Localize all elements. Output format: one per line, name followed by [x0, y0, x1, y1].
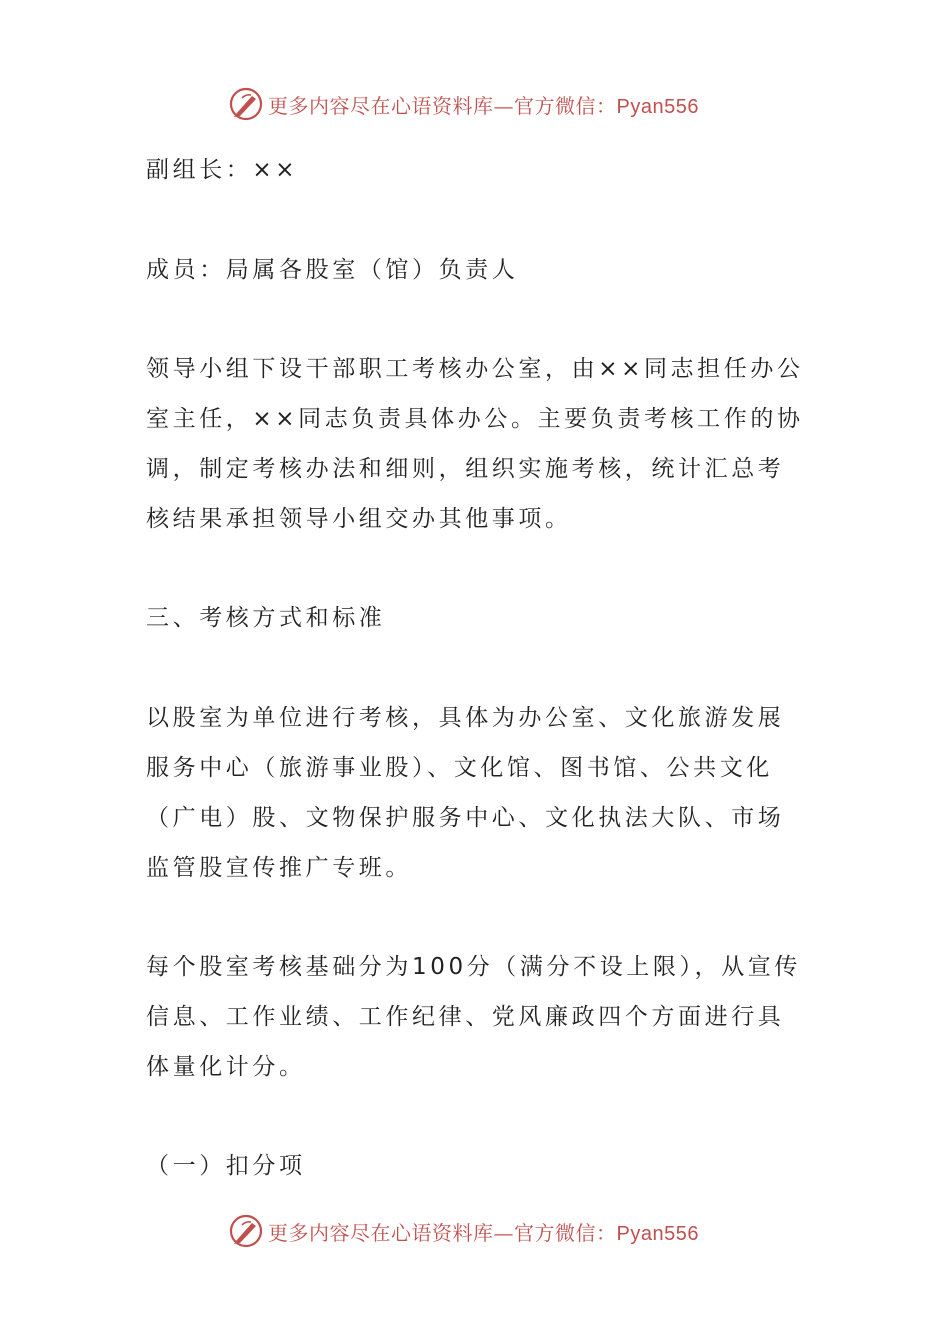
- section-heading-assessment: 三、考核方式和标准: [146, 605, 386, 631]
- pen-logo-icon: [228, 1213, 264, 1249]
- watermark-text: 更多内容尽在心语资料库—官方微信：Pyan556: [268, 1220, 699, 1245]
- paragraph-office-duties: 领导小组下设干部职工考核办公室，由××同志担任办公室主任，××同志负责具体办公。主要负责考核工作的协调，制定考核办法和细则，组织实施考核，统计汇总考核结果承担领导小组交办其他事项。: [146, 356, 804, 532]
- paragraph-base-score: 每个股室考核基础分为100分（满分不设上限），从宣传信息、工作业绩、工作纪律、党风廉政四个方面进行具体量化计分。: [146, 954, 801, 1080]
- watermark-banner-bottom: [0, 1211, 950, 1251]
- watermark-text: 更多内容尽在心语资料库—官方微信：Pyan556: [268, 93, 699, 118]
- watermark-banner-top: [0, 84, 950, 124]
- paragraph-members: 成员：局属各股室（馆）负责人: [146, 257, 519, 283]
- pen-logo-icon: [228, 86, 264, 122]
- paragraph-deputy-leader: 副组长：××: [146, 157, 299, 183]
- subheading-deductions: （一）扣分项: [146, 1153, 306, 1179]
- paragraph-assessment-units: 以股室为单位进行考核，具体为办公室、文化旅游发展服务中心（旅游事业股）、文化馆、图书馆、公共文化（广电）股、文物保护服务中心、文化执法大队、市场监管股宣传推广专班。: [146, 705, 785, 881]
